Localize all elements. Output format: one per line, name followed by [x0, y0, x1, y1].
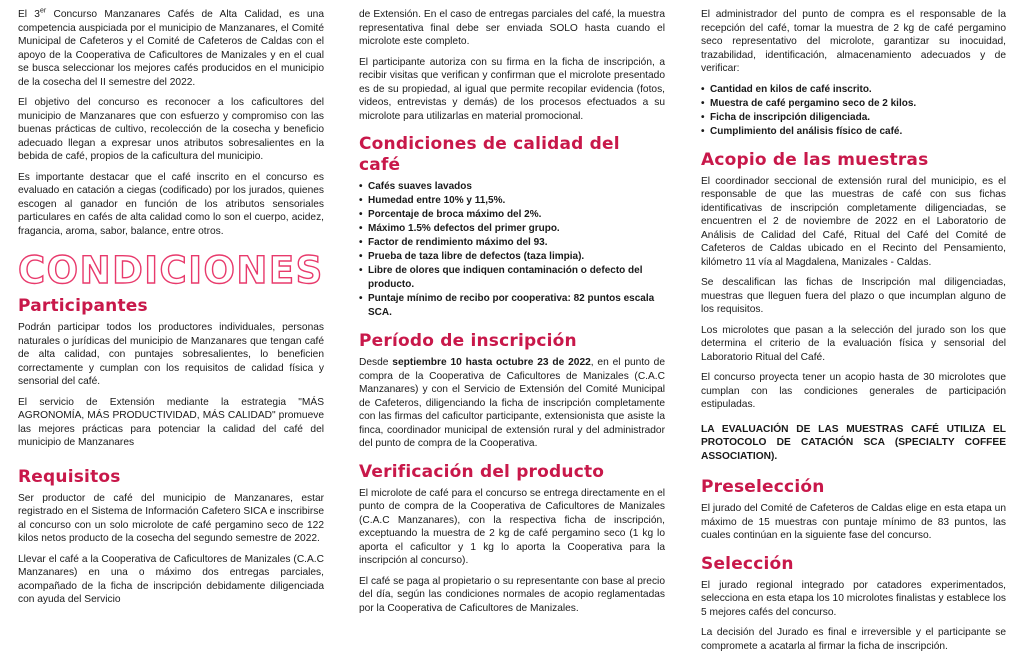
seleccion-paragraph-2: La decisión del Jurado es final e irreversible y el participante se compromete a acatarla al firmar la ficha de inscripción. [701, 627, 1006, 652]
column-right [701, 8, 1006, 660]
list-item: • Humedad entre 10% y 11,5%. [359, 194, 665, 208]
continuation-paragraph-1: de Extensión. En el caso de entregas parciales del café, la muestra representativa final debe ser enviada SOLO hasta cuando el microlote este completo. [359, 9, 665, 47]
acopio-paragraph-1: El coordinador seccional de extensión rural del municipio, es el responsable de que las muestras de café con sus fichas identificativas de inscripción completamente diligenciadas, se encuentren el 2 de noviembre de 2022 en el Laboratorio de Análisis de Calidad del Café, Ritual del Café del Comité de Cafeteros de Caldas ubicado en el Recinto del Pensamiento, kilómetro 11 vía al Magdalena, Manizales - Caldas. [701, 175, 1006, 268]
acopio-paragraph-2: Se descalifican las fichas de Inscripción mal diligenciadas, muestras que lleguen fuera del plazo o que incumplan alguno de los requisitos. [701, 277, 1006, 315]
requisitos-paragraph-1: Ser productor de café del municipio de Manzanares, estar registrado en el Sistema de Información Cafetero SICA e inscribirse al concurso con un solo microlote de café pergamino seco de 122 kilos netos producto de la cosecha del segundo semestre de 2022. [18, 492, 324, 544]
list-item: • Libre de olores que indiquen contaminación o defecto del producto. [359, 264, 665, 292]
ordinal-suffix: er [39, 7, 47, 15]
participantes-heading: Participantes [18, 296, 148, 316]
list-item: • Cumplimiento del análisis físico de café. [701, 125, 1006, 139]
seleccion-paragraph-1: El jurado regional integrado por catadores experimentados, selecciona en esta etapa los 10 microlotes finalistas y establece los 5 mejores cafés del concurso. [701, 579, 1006, 618]
participantes-paragraph-1: Podrán participar todos los productores individuales, personas naturales o jurídicas del municipio de Manzanares que tengan café de alta calidad, con puntajes sobresalientes, lo beneficien correctamente y cumplan con los requisitos de calidad física y sensorial del café. [18, 322, 324, 387]
list-item: • Cantidad en kilos de café inscrito. [701, 83, 1006, 97]
column-left [18, 8, 324, 614]
continuation-paragraph-2: El participante autoriza con su firma en la ficha de inscripción, a recibir visitas que verifican y confirman que el microlote presentado es de su propiedad, al igual que permite recopilar evidencia (fotos, videos, entrevistas y demás) de los procesos efectuados a su microlote para utilizarlas en material promocional. [359, 56, 665, 122]
calidad-heading: Condiciones de calidad del café [359, 134, 620, 175]
verificacion-paragraph-2: El café se paga al propietario o su representante con base al precio del día, según las condiciones normales de acopio reglamentadas por la Cooperativa de Caficultores de Manizales. [359, 575, 665, 614]
list-item: • Cafés suaves lavados [359, 180, 665, 194]
periodo-paragraph: Desde septiembre 10 hasta octubre 23 de 2022, en el punto de compra de la Cooperativa de Caficultores de Manizales (C.A.C Manzanares) y con el Servicio de Extensión del Comité Municipal de Cafeteros, diligenciando la ficha de inscripción completamente con las firmas del caficultor participante, extensionista que asiste la finca, coordinador municipal de extensión rural y del administrador del punto de compra de la Cooperativa. [359, 357, 665, 449]
acopio-paragraph-4: El concurso proyecta tener un acopio hasta de 30 microlotes que cumplan con las condiciones generales de participación estipuladas. [701, 372, 1006, 410]
intro-paragraph-2: El objetivo del concurso es reconocer a los caficultores del municipio de Manzanares que con esfuerzo y compromiso con las buenas prácticas de cultivo, recolección de la cosecha y beneficio adecuado llegan a expresar unos atributos sobresalientes en la bebida de café, propios de la caficultura del municipio. [18, 97, 324, 162]
calidad-list [359, 180, 665, 320]
column-middle [359, 8, 665, 622]
periodo-dates: septiembre 10 hasta octubre 23 de 2022 [392, 357, 591, 368]
list-item: • Muestra de café pergamino seco de 2 kilos. [701, 97, 1006, 111]
periodo-heading: Período de inscripción [359, 331, 577, 351]
admin-paragraph: El administrador del punto de compra es el responsable de la recepción del café, tomar la muestra de 2 kg de café pergamino seco representativo del microlote, garantizar su inocuidad, trazabilidad, identificación, almacenamiento adecuados y de verificar: [701, 9, 1006, 74]
list-item: • Ficha de inscripción diligenciada. [701, 111, 1006, 125]
intro-paragraph-1: El 3er Concurso Manzanares Cafés de Alta Calidad, es una competencia auspiciada por el municipio de Manzanares, el Comité Municipal de Cafeteros y el Comité de Cafeteros de Caldas con el apoyo de la Cooperativa de Caficultores de Manizales y en el cual se busca seleccionar los mejores cafés producidos en el municipio de la cosecha del II semestre del 2022. [18, 7, 324, 88]
list-item: • Factor de rendimiento máximo del 93. [359, 236, 665, 250]
verificacion-heading: Verificación del producto [359, 461, 605, 482]
list-item: • Puntaje mínimo de recibo por cooperativa: 82 puntos escala SCA. [359, 292, 665, 320]
acopio-heading: Acopio de las muestras [701, 149, 929, 170]
list-item: • Porcentaje de broca máximo del 2%. [359, 208, 665, 222]
protocolo-note: LA EVALUACIÓN DE LAS MUESTRAS CAFÉ UTILIZA EL PROTOCOLO DE CATACIÓN SCA (SPECIALTY COFFEE ASSOCIATION). [701, 423, 1006, 462]
intro-paragraph-3: Es importante destacar que el café inscrito en el concurso es evaluado en catación a ciegas (codificado) por los jurados, quienes escogen al ganador en función de los atributos sensoriales particulares en cafés de alta calidad como lo son el cuerpo, acidez, fragancia, aroma, sabor, balance, entre otros. [18, 171, 324, 237]
admin-checklist [701, 83, 1006, 139]
participantes-paragraph-2: El servicio de Extensión mediante la estrategia "MÁS AGRONOMÍA, MÁS PRODUCTIVIDAD, MÁS CALIDAD" promueve las mejores prácticas para potenciar la calidad del café del municipio de Manzanares [18, 396, 324, 448]
list-item: • Máximo 1.5% defectos del primer grupo. [359, 222, 665, 236]
preseleccion-heading: Preselección [701, 477, 825, 497]
preseleccion-paragraph: El jurado del Comité de Cafeteros de Caldas elige en esta etapa un máximo de 15 muestras con puntaje mínimo de 83 puntos, las cuales continúan en la siguiente fase del concurso. [701, 503, 1006, 541]
requisitos-heading: Requisitos [18, 466, 121, 487]
requisitos-paragraph-2: Llevar el café a la Cooperativa de Caficultores de Manizales (C.A.C Manzanares) en una o máximo dos entregas parciales, acompañado de la ficha de inscripción debidamente diligenciada con ayuda del Servicio [18, 553, 324, 605]
acopio-paragraph-3: Los microlotes que pasan a la selección del jurado son los que determina el criterio de la evaluación física y sensorial del Laboratorio Ritual del Café. [701, 324, 1006, 363]
conditions-heading: CONDICIONES [18, 249, 324, 292]
seleccion-heading: Selección [701, 553, 794, 574]
list-item: • Prueba de taza libre de defectos (taza limpia). [359, 250, 665, 264]
verificacion-paragraph-1: El microlote de café para el concurso se entrega directamente en el punto de compra de la Cooperativa de Caficultores de Manizales (C.A.C Manzanares), con la respectiva ficha de inscripción, exceptuando la muestra de 2 kg de café pergamino seco (1 kg lo aporta el caficultor y 1 kg lo aporta la Cooperativa para la inscripción al concurso). [359, 487, 665, 566]
